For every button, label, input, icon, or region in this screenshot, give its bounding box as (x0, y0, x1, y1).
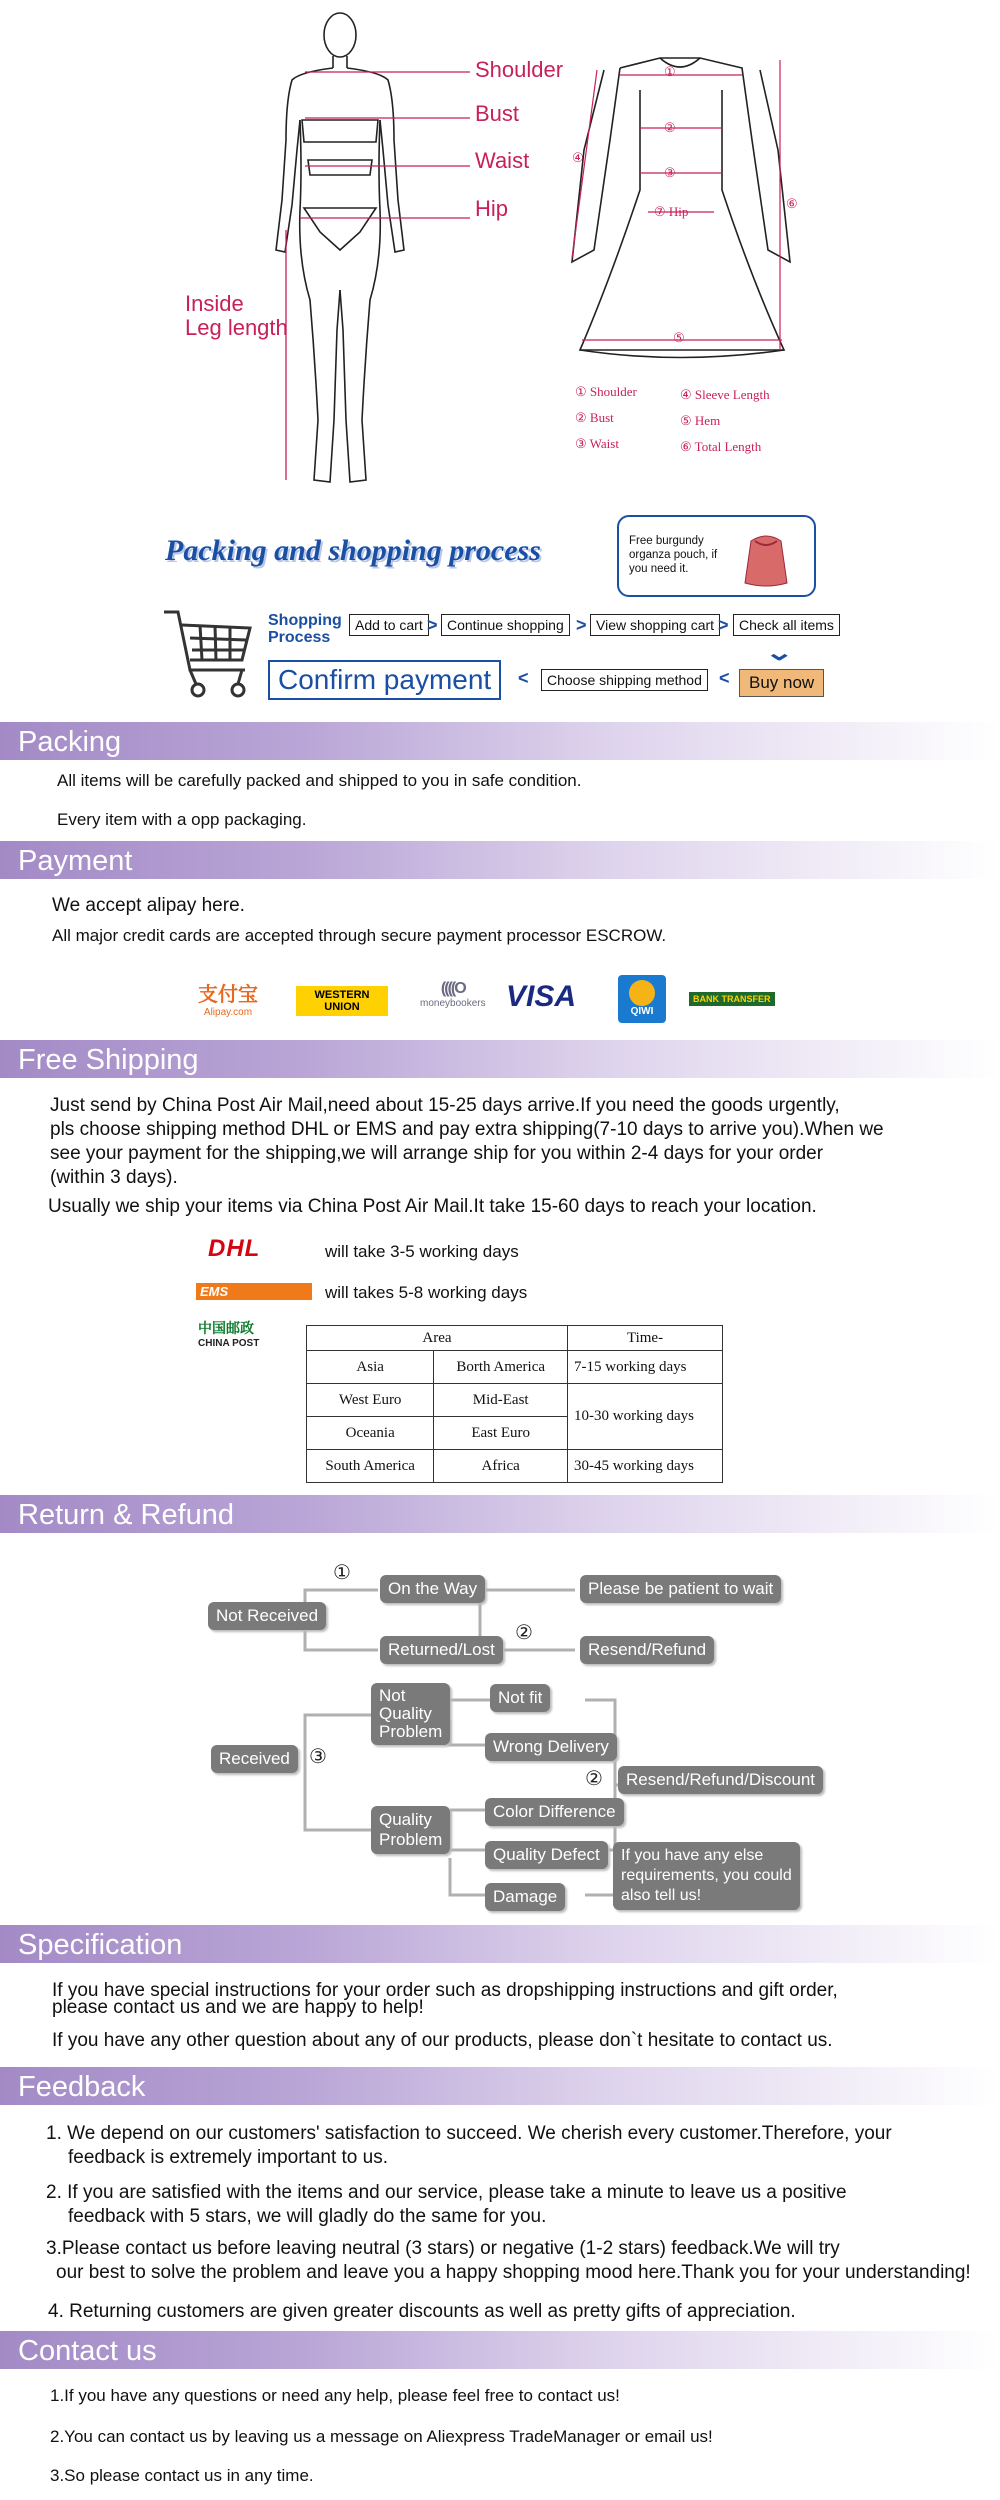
china-post-en: CHINA POST (198, 1338, 260, 1349)
step-choose-shipping: Choose shipping method (541, 669, 708, 691)
dress-hip: ⑦ Hip (654, 204, 689, 219)
feedback-item-2a: 2. If you are satisfied with the items and our service, please take a minute to leave us a positive (46, 2182, 847, 2203)
refund-resend-refund: Resend/Refund (580, 1636, 714, 1664)
step-arrow-4: < (518, 668, 529, 688)
dhl-time: will take 3-5 working days (325, 1242, 519, 1261)
feedback-item-3b: our best to solve the problem and leave you a happy shopping mood here.Thank you for your understanding! (56, 2262, 971, 2283)
buy-now-box: Buy now (739, 669, 824, 697)
shipping-para-1-line-1: Just send by China Post Air Mail,need about 15-25 days arrive.If you need the goods urgently, (50, 1095, 840, 1116)
hip-label: Hip (475, 196, 509, 221)
dress-n3: ③ (664, 165, 676, 180)
shoulder-label: Shoulder (475, 57, 564, 82)
ems-time: will takes 5-8 working days (325, 1283, 528, 1302)
legend-1: ① Shoulder (575, 384, 637, 399)
section-title: Free Shipping (18, 1044, 199, 1076)
refund-circle-2: ② (515, 1622, 533, 1644)
refund-returned-lost: Returned/Lost (380, 1636, 503, 1664)
table-cell: South America (307, 1450, 434, 1483)
qiwi-logo (618, 975, 666, 1023)
table-cell: West Euro (307, 1384, 434, 1417)
refund-quality-problem: Quality Problem (371, 1806, 450, 1854)
feedback-item-1b: feedback is extremely important to us. (68, 2147, 388, 2168)
dhl-logo: DHL (208, 1235, 261, 1262)
moneybookers-text: moneybookers (420, 998, 486, 1009)
legend-5: ⑤ Hem (680, 413, 721, 428)
refund-circle-3: ③ (309, 1746, 327, 1768)
contact-line-2: 2.You can contact us by leaving us a message on Aliexpress TradeManager or email us! (50, 2427, 713, 2446)
dress-n2: ② (664, 120, 676, 135)
section-contact-header (0, 2331, 1000, 2369)
alipay-url: Alipay.com (203, 1007, 253, 1018)
qiwi-circle-icon (629, 980, 655, 1006)
shipping-para-1-line-2: pls choose shipping method DHL or EMS and pay extra shipping(7-10 days to arrive you).When we (50, 1119, 884, 1140)
spec-line-1a: If you have special instructions for your order such as dropshipping instructions and gift order, (52, 1980, 838, 2001)
inside-leg-label: Inside Leg length (185, 291, 288, 340)
table-cell: Oceania (307, 1417, 434, 1450)
step-arrow-3: > (718, 615, 729, 635)
organza-pouch-icon (731, 523, 801, 589)
waist-label: Waist (475, 148, 530, 173)
step-add-to-cart: Add to cart (349, 614, 429, 636)
feedback-item-4: 4. Returning customers are given greater discounts as well as pretty gifts of appreciation. (48, 2301, 796, 2322)
refund-damage: Damage (485, 1883, 565, 1911)
refund-not-quality: Not Quality Problem (371, 1683, 450, 1745)
moneybookers-logo (420, 980, 486, 1009)
spec-line-2: If you have any other question about any of our products, please don`t hesitate to contact us. (52, 2030, 833, 2051)
table-cell: 10-30 working days (568, 1384, 723, 1450)
refund-be-patient: Please be patient to wait (580, 1575, 781, 1603)
table-cell: Mid-East (434, 1384, 568, 1417)
table-cell: Asia (307, 1351, 434, 1384)
spec-line-1b: please contact us and we are happy to help! (52, 1997, 424, 2018)
section-title: Feedback (18, 2071, 146, 2103)
bust-label: Bust (475, 101, 520, 126)
refund-not-received: Not Received (208, 1602, 326, 1630)
refund-received: Received (211, 1745, 298, 1773)
section-title: Payment (18, 845, 133, 877)
section-feedback-header (0, 2067, 1000, 2105)
step-continue-shopping: Continue shopping (441, 614, 570, 636)
section-specification-header (0, 1925, 1000, 1963)
step-arrow-5: < (719, 668, 730, 688)
alipay-logo (198, 978, 258, 1018)
dress-n4: ④ (572, 150, 584, 165)
step-view-cart: View shopping cart (590, 614, 720, 636)
refund-resend-refund-discount: Resend/Refund/Discount (618, 1766, 823, 1794)
refund-else-requirements: If you have any else requirements, you could also tell us! (613, 1842, 800, 1910)
table-header-area: Area (307, 1326, 568, 1351)
shipping-time-table (306, 1325, 723, 1483)
table-row (307, 1384, 723, 1417)
dress-n1: ① (664, 64, 676, 79)
payment-line-2: All major credit cards are accepted through secure payment processor ESCROW. (52, 926, 667, 945)
shopping-cart-icon (160, 600, 255, 710)
pouch-note: Free burgundy organza pouch, if you need it. (629, 535, 718, 575)
refund-on-the-way: On the Way (380, 1575, 485, 1603)
table-cell: 30-45 working days (568, 1450, 723, 1483)
section-title: Specification (18, 1929, 183, 1961)
table-row (307, 1351, 723, 1384)
table-cell: East Euro (434, 1417, 568, 1450)
refund-circle-4: ② (585, 1768, 603, 1790)
bank-transfer-logo: BANK TRANSFER (689, 992, 775, 1006)
step-arrow-1: > (427, 615, 438, 635)
contact-line-1: 1.If you have any questions or need any help, please feel free to contact us! (50, 2386, 620, 2405)
legend-6: ⑥ Total Length (680, 439, 762, 454)
shipping-para-1-line-3: see your payment for the shipping,we will arrange ship for you within 2-4 days for your order (50, 1143, 824, 1164)
refund-quality-defect: Quality Defect (485, 1841, 608, 1869)
section-payment-header (0, 841, 1000, 879)
moneybookers-waves-icon: ((((O (440, 980, 465, 997)
section-title: Contact us (18, 2335, 157, 2367)
section-title: Packing (18, 726, 122, 758)
table-header-time: Time- (568, 1326, 723, 1351)
refund-color-difference: Color Difference (485, 1798, 624, 1826)
payment-line-1: We accept alipay here. (52, 895, 245, 916)
shipping-para-1-line-4: (within 3 days). (50, 1167, 178, 1188)
table-cell: 7-15 working days (568, 1351, 723, 1384)
dress-n6: ⑥ (786, 196, 798, 211)
packing-process-title: Packing and shopping process (165, 534, 541, 567)
feedback-item-3a: 3.Please contact us before leaving neutral (3 stars) or negative (1-2 stars) feedback.We will try (46, 2238, 840, 2259)
section-title: Return & Refund (18, 1499, 235, 1531)
size-guide-figure (0, 0, 1000, 500)
table-row (307, 1450, 723, 1483)
step-check-all: Check all items (733, 614, 840, 636)
packing-line-1: All items will be carefully packed and shipped to you in safe condition. (57, 771, 582, 790)
western-union-logo: WESTERN UNION (296, 986, 388, 1016)
table-header-row (307, 1326, 723, 1351)
dress-n5: ⑤ (673, 330, 685, 345)
shipping-para-2: Usually we ship your items via China Post Air Mail.It take 15-60 days to reach your location. (48, 1196, 817, 1217)
refund-circle-1: ① (333, 1562, 351, 1584)
confirm-payment-box: Confirm payment (268, 660, 501, 700)
legend-4: ④ Sleeve Length (680, 387, 770, 402)
table-cell: Borth America (434, 1351, 568, 1384)
feedback-item-1a: 1. We depend on our customers' satisfaction to succeed. We cherish every customer.Therefore, your (46, 2123, 892, 2144)
refund-wrong-delivery: Wrong Delivery (485, 1733, 617, 1761)
step-arrow-2: > (576, 615, 587, 635)
feedback-item-2b: feedback with 5 stars, we will gladly do the same for you. (68, 2206, 547, 2227)
visa-logo: VISA (506, 980, 577, 1013)
alipay-text: 支付宝 (198, 984, 258, 1006)
legend-3: ③ Waist (575, 436, 619, 451)
pouch-note-box (617, 515, 816, 597)
section-free-shipping-header (0, 1040, 1000, 1078)
contact-line-3: 3.So please contact us in any time. (50, 2466, 314, 2485)
china-post-cn: 中国邮政 (198, 1320, 254, 1336)
section-packing-header (0, 722, 1000, 760)
down-chevron-icon: ⌄ (764, 640, 794, 665)
china-post-logo (198, 1318, 259, 1349)
refund-not-fit: Not fit (490, 1684, 550, 1712)
ems-logo: EMS (196, 1283, 312, 1300)
legend-2: ② Bust (575, 410, 614, 425)
shopping-process-label: Shopping Process (268, 612, 342, 646)
table-cell: Africa (434, 1450, 568, 1483)
qiwi-text: QIWI (630, 1006, 654, 1017)
section-return-refund-header (0, 1495, 1000, 1533)
packing-line-2: Every item with a opp packaging. (57, 810, 307, 829)
